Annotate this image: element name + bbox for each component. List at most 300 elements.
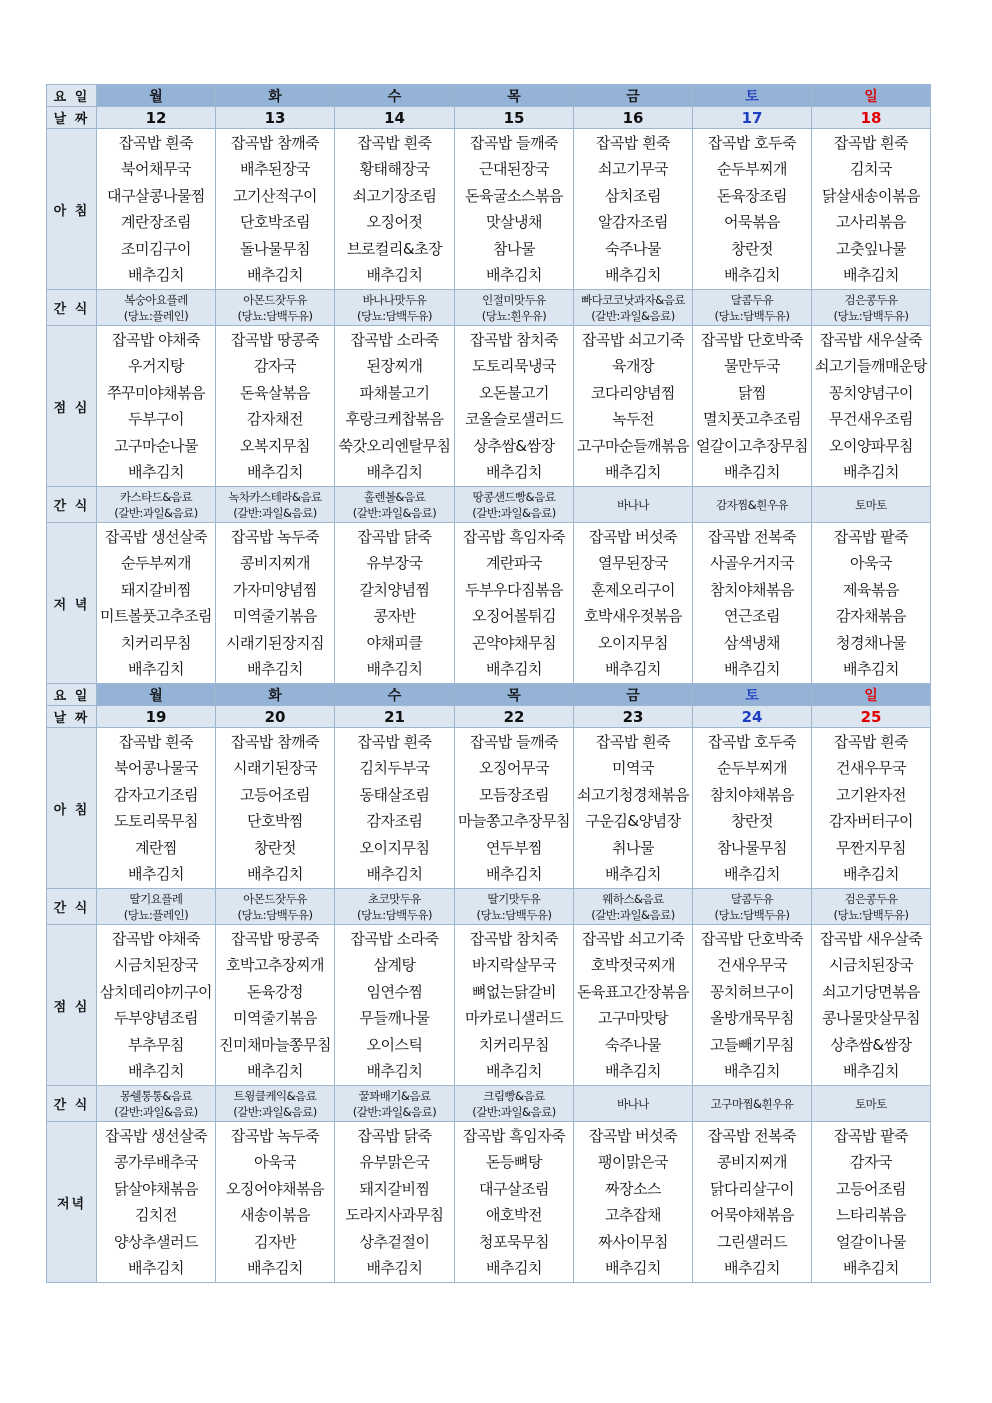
breakfast-cell-thu	[455, 129, 574, 290]
menu-item: 인절미맛두유	[482, 292, 546, 307]
dinner-cell-sat	[693, 523, 812, 684]
menu-item: 감자조림	[366, 812, 423, 830]
menu-item: 초코맛두유	[367, 891, 422, 906]
menu-item: 두부구이	[128, 410, 184, 428]
menu-item: 잡곡밥 녹두죽	[230, 527, 320, 546]
menu-item: 감자채전	[247, 410, 303, 428]
menu-item: 고구마맛탕	[598, 1009, 668, 1027]
snack-am-cell-tue	[216, 889, 335, 925]
dinner-cell-fri	[574, 1122, 693, 1283]
menu-item: 동태살조림	[359, 785, 430, 804]
menu-item: 단호박찜	[247, 812, 303, 830]
day-header-wed: 수	[335, 85, 455, 107]
menu-item: 북어채무국	[121, 160, 191, 178]
breakfast-cell-sat	[693, 129, 812, 290]
menu-item: 김치두부국	[359, 759, 430, 777]
menu-item: 치커리무침	[479, 1035, 549, 1054]
snack-am-cell-mon	[97, 889, 216, 925]
menu-item: (갈반:과일&음료)	[233, 1104, 317, 1119]
menu-item: 돌나물무침	[240, 239, 310, 258]
menu-item: 구운김&양념장	[585, 812, 681, 830]
menu-item: 검은콩두유	[844, 292, 898, 307]
menu-item: 잡곡밥 버섯죽	[588, 527, 678, 546]
menu-item: 미트볼풋고추조림	[100, 607, 212, 625]
menu-item: 고등어조림	[836, 1179, 906, 1198]
menu-item: 시래기된장지짐	[226, 633, 324, 652]
menu-item: 도라지사과무침	[345, 1206, 444, 1224]
menu-item: 창란젓	[731, 812, 773, 830]
menu-item: 두부양념조림	[114, 1009, 198, 1027]
menu-item: 잡곡밥 참치죽	[469, 929, 559, 948]
menu-item: 땅콩샌드빵&음료	[472, 489, 556, 504]
lunch-cell-tue	[216, 326, 335, 487]
menu-item: 멸치풋고추조림	[703, 410, 801, 428]
dinner-label: 저녁	[47, 1122, 97, 1283]
breakfast-cell-wed	[335, 129, 455, 290]
menu-item: 코올슬로샐러드	[465, 410, 563, 428]
menu-item: 팽이맑은국	[598, 1153, 668, 1171]
menu-item: 잡곡밥 호두죽	[707, 133, 797, 152]
menu-item: 딸기맛두유	[487, 891, 541, 906]
menu-item: 알감자조림	[598, 213, 668, 231]
menu-item: 배추김치	[128, 1259, 184, 1277]
menu-item: 감자찜&흰우유	[715, 497, 789, 512]
menu-item: 삼치조림	[605, 186, 661, 205]
menu-item: 갈치양념찜	[359, 580, 430, 599]
menu-item: 잡곡밥 팥죽	[833, 1126, 909, 1145]
menu-item: 콩자반	[373, 607, 416, 625]
menu-item: 계란찜	[135, 838, 177, 857]
menu-item: 잡곡밥 쇠고기죽	[581, 330, 685, 349]
menu-item: 배추김치	[843, 1062, 899, 1080]
menu-item: 잡곡밥 녹두죽	[230, 1126, 320, 1145]
menu-item: 순두부찌개	[717, 759, 787, 777]
day-header-fri: 금	[574, 85, 693, 107]
menu-item: 취나물	[612, 838, 654, 857]
menu-item: 배추김치	[366, 266, 423, 284]
breakfast-cell-tue	[216, 129, 335, 290]
menu-item: 쇠고기들깨매운탕	[815, 357, 927, 375]
menu-item: (당뇨:흰우유)	[481, 308, 547, 323]
menu-item: 잡곡밥 흑임자죽	[462, 1126, 566, 1145]
menu-item: (갈반:과일&음료)	[352, 1104, 437, 1119]
snack-pm-label: 간 식	[47, 1086, 97, 1122]
menu-item: 뼈없는닭갈비	[472, 982, 556, 1001]
menu-item: 바나나	[617, 497, 649, 512]
menu-item: 계란장조림	[121, 213, 191, 231]
menu-item: 트윙클케익&음료	[233, 1088, 317, 1103]
menu-item: 창란젓	[731, 239, 773, 258]
menu-item: 얼갈이나물	[836, 1232, 906, 1251]
menu-item: 쇠고기장조림	[352, 186, 437, 205]
day-header-tue: 화	[216, 684, 335, 706]
menu-item: 창란젓	[254, 838, 296, 857]
lunch-cell-thu	[455, 326, 574, 487]
snack-am-cell-wed	[335, 889, 455, 925]
menu-item: 삼색냉채	[724, 633, 780, 652]
snack-pm-cell-mon	[97, 487, 216, 523]
menu-item: 콩비지찌개	[240, 554, 310, 572]
menu-item: 숙주나물	[605, 1035, 661, 1054]
menu-item: 고구마순나물	[114, 436, 198, 455]
menu-item: 오징어무국	[479, 759, 549, 777]
breakfast-row	[47, 129, 931, 290]
menu-item: (당뇨:담백두유)	[833, 308, 909, 323]
menu-item: 잡곡밥 흰죽	[118, 732, 194, 751]
menu-item: 후랑크케찹볶음	[345, 410, 444, 428]
menu-item: 잡곡밥 땅콩죽	[230, 929, 320, 948]
menu-item: 어묵볶음	[724, 213, 780, 231]
menu-item: 코다리양념찜	[591, 383, 675, 402]
menu-item: (당뇨:담백두유)	[237, 308, 313, 323]
menu-item: 잡곡밥 들깨죽	[469, 732, 559, 751]
menu-item: 복숭아요플레	[124, 292, 188, 307]
menu-item: 고구마찜&흰우유	[710, 1096, 794, 1111]
menu-item: 단호박조림	[240, 213, 310, 231]
menu-item: 미역줄기볶음	[233, 607, 317, 625]
menu-item: 연두부찜	[486, 838, 542, 857]
menu-item: 상추쌈&쌈장	[830, 1035, 912, 1054]
snack-am-row	[47, 889, 931, 925]
snack-pm-cell-wed	[335, 487, 455, 523]
menu-item: 꿀꽈배기&음료	[358, 1088, 431, 1103]
menu-item: 근대된장국	[479, 160, 549, 178]
lunch-row	[47, 326, 931, 487]
menu-item: 잡곡밥 흰죽	[595, 732, 671, 751]
menu-item: 열무된장국	[598, 554, 668, 572]
date-cell: 23	[574, 706, 693, 728]
day-header-fri: 금	[574, 684, 693, 706]
menu-item: 북어콩나물국	[114, 759, 198, 777]
menu-item: 검은콩두유	[844, 891, 898, 906]
menu-item: 미역줄기볶음	[233, 1009, 317, 1027]
day-header-thu: 목	[455, 85, 574, 107]
menu-item: 배추김치	[605, 463, 661, 481]
dinner-cell-wed	[335, 523, 455, 684]
menu-item: 김자반	[254, 1232, 296, 1251]
menu-item: 어묵야채볶음	[710, 1206, 794, 1224]
dinner-cell-wed	[335, 1122, 455, 1283]
menu-item: 배추김치	[605, 1062, 661, 1080]
menu-item: 진미채마늘쫑무침	[219, 1035, 331, 1054]
menu-item: 고구마순들깨볶음	[577, 436, 689, 455]
menu-item: 잡곡밥 버섯죽	[588, 1126, 678, 1145]
menu-item: 홀렌볼&음료	[363, 489, 426, 504]
menu-item: 잡곡밥 전복죽	[707, 1126, 797, 1145]
menu-item: 콩비지찌개	[717, 1153, 787, 1171]
menu-item: 시래기된장국	[233, 759, 317, 777]
menu-item: 잡곡밥 참깨죽	[230, 133, 320, 152]
snack-pm-cell-sun	[812, 1086, 931, 1122]
menu-item: 도토리묵냉국	[472, 357, 556, 375]
menu-item: 유부맑은국	[359, 1153, 430, 1171]
menu-item: 배추김치	[247, 463, 303, 481]
menu-item: 배추김치	[486, 1062, 542, 1080]
menu-item: 콩나물맛살무침	[822, 1009, 920, 1027]
menu-item: 치커리무침	[121, 633, 191, 652]
menu-item: 배추김치	[366, 1062, 423, 1080]
menu-item: 감자버터구이	[829, 812, 913, 830]
menu-item: 오돈불고기	[479, 383, 549, 402]
menu-item: 콩가루배추국	[114, 1153, 198, 1171]
menu-item: 순두부찌개	[717, 160, 787, 178]
menu-item: (당뇨:담백두유)	[237, 907, 313, 922]
menu-item: 잡곡밥 야채죽	[111, 929, 201, 948]
menu-item: 짜장소스	[605, 1179, 661, 1198]
snack-am-cell-sat	[693, 889, 812, 925]
menu-item: (갈반:과일&음료)	[591, 308, 675, 323]
menu-item: (당뇨:플레인)	[123, 907, 189, 922]
date-cell: 21	[335, 706, 455, 728]
menu-item: 돈육표고간장볶음	[577, 982, 689, 1001]
lunch-cell-wed	[335, 326, 455, 487]
snack-pm-label: 간 식	[47, 487, 97, 523]
menu-item: 무짠지무침	[836, 838, 906, 857]
snack-am-cell-sun	[812, 290, 931, 326]
snack-am-cell-wed	[335, 290, 455, 326]
menu-item: 잡곡밥 흑임자죽	[462, 527, 566, 546]
menu-item: 훈제오리구이	[591, 580, 675, 599]
menu-item: 오징어야채볶음	[226, 1179, 324, 1198]
date-cell: 14	[335, 107, 455, 129]
day-header-sun: 일	[812, 684, 931, 706]
menu-item: (당뇨:담백두유)	[714, 308, 790, 323]
menu-item: 잡곡밥 흰죽	[357, 133, 432, 152]
date-cell: 16	[574, 107, 693, 129]
dinner-cell-fri	[574, 523, 693, 684]
menu-item: 잡곡밥 소라죽	[350, 929, 439, 948]
menu-item: 돈육살볶음	[240, 383, 310, 402]
menu-item: 배추김치	[128, 1062, 184, 1080]
dinner-cell-thu	[455, 1122, 574, 1283]
snack-pm-cell-tue	[216, 487, 335, 523]
menu-item: 배추김치	[724, 865, 780, 883]
menu-item: 올방개묵무침	[710, 1009, 794, 1027]
menu-item: 배추김치	[247, 1259, 303, 1277]
menu-item: 감자고기조림	[114, 785, 198, 804]
snack-pm-cell-wed	[335, 1086, 455, 1122]
menu-item: (당뇨:담백두유)	[714, 907, 790, 922]
menu-item: 잡곡밥 생선살죽	[104, 1126, 208, 1145]
menu-item: (갈반:과일&음료)	[352, 505, 437, 520]
menu-item: 감자국	[850, 1153, 892, 1171]
menu-item: 녹차카스테라&음료	[228, 489, 322, 504]
menu-item: 건새우무국	[717, 956, 787, 974]
snack-am-cell-tue	[216, 290, 335, 326]
menu-item: 돼지갈비찜	[121, 580, 191, 599]
menu-item: 무들깨나물	[359, 1009, 430, 1027]
menu-item: 돈육장조림	[717, 186, 787, 205]
snack-am-cell-sat	[693, 290, 812, 326]
lunch-cell-sat	[693, 326, 812, 487]
day-header-wed: 수	[335, 684, 455, 706]
date-cell: 22	[455, 706, 574, 728]
menu-item: 배추김치	[247, 1062, 303, 1080]
menu-item: 배추김치	[128, 463, 184, 481]
menu-item: 오이양파무침	[829, 436, 913, 455]
menu-item: 삼계탕	[373, 956, 416, 974]
menu-item: 바나나	[617, 1096, 649, 1111]
menu-item: 호박새우젓볶음	[584, 607, 682, 625]
menu-item: 고춧잎나물	[836, 239, 906, 258]
menu-item: 배추김치	[843, 463, 899, 481]
menu-item: 아몬드잣두유	[243, 292, 307, 307]
lunch-row	[47, 925, 931, 1086]
menu-item: 육개장	[612, 357, 654, 375]
breakfast-cell-mon	[97, 728, 216, 889]
menu-item: 토마토	[855, 497, 887, 512]
menu-item: 황태해장국	[359, 160, 430, 178]
menu-item: 배추김치	[605, 266, 661, 284]
lunch-cell-fri	[574, 326, 693, 487]
menu-item: 도토리묵무침	[114, 812, 198, 830]
menu-item: 시금치된장국	[114, 956, 198, 974]
menu-item: 크림빵&음료	[483, 1088, 545, 1103]
menu-item: 몽쉘통통&음료	[119, 1088, 193, 1103]
menu-item: 배추김치	[366, 660, 423, 678]
date-cell: 25	[812, 706, 931, 728]
menu-item: 배추김치	[486, 660, 542, 678]
menu-item: 배추된장국	[240, 160, 310, 178]
date-cell: 20	[216, 706, 335, 728]
menu-item: 배추김치	[843, 266, 899, 284]
menu-item: 느타리볶음	[836, 1206, 906, 1224]
menu-item: 배추김치	[128, 865, 184, 883]
menu-item: 쇠고기당면볶음	[822, 982, 920, 1001]
snack-pm-cell-sat	[693, 1086, 812, 1122]
menu-item: 상추겉절이	[359, 1232, 430, 1251]
day-header-tue: 화	[216, 85, 335, 107]
menu-item: 오이스틱	[366, 1035, 423, 1054]
date-label: 날 짜	[47, 107, 97, 129]
menu-item: 오복지무침	[240, 436, 310, 455]
snack-am-cell-thu	[455, 290, 574, 326]
menu-item: 쑥갓오리엔탈무침	[338, 436, 451, 455]
menu-item: 잡곡밥 들깨죽	[469, 133, 559, 152]
dinner-cell-thu	[455, 523, 574, 684]
menu-item: 잡곡밥 팥죽	[833, 527, 909, 546]
snack-pm-cell-mon	[97, 1086, 216, 1122]
breakfast-cell-tue	[216, 728, 335, 889]
menu-item: 돼지갈비찜	[359, 1179, 430, 1198]
menu-item: (갈반:과일&음료)	[591, 907, 675, 922]
menu-item: 오이지무침	[598, 633, 668, 652]
menu-item: 참치야채볶음	[710, 785, 794, 804]
snack-am-cell-sun	[812, 889, 931, 925]
menu-item: 아몬드잣두유	[243, 891, 307, 906]
date-cell: 18	[812, 107, 931, 129]
snack-am-cell-fri	[574, 290, 693, 326]
lunch-cell-mon	[97, 326, 216, 487]
menu-item: 토마토	[855, 1096, 887, 1111]
menu-item: 마늘쫑고추장무침	[458, 812, 570, 830]
menu-item: 고기완자전	[836, 785, 906, 804]
snack-pm-cell-thu	[455, 487, 574, 523]
menu-item: 꽁치양념구이	[829, 383, 913, 402]
menu-item: 브로컬리&초장	[346, 239, 443, 258]
menu-item: 아욱국	[850, 554, 892, 572]
day-header-sat: 토	[693, 684, 812, 706]
menu-item: 잡곡밥 참깨죽	[230, 732, 320, 751]
dinner-cell-mon	[97, 1122, 216, 1283]
menu-item: (당뇨:담백두유)	[476, 907, 552, 922]
menu-item: (당뇨:담백두유)	[356, 308, 432, 323]
menu-item: 배추김치	[486, 463, 542, 481]
menu-item: 대구살콩나물찜	[107, 186, 205, 205]
lunch-cell-sat	[693, 925, 812, 1086]
breakfast-cell-thu	[455, 728, 574, 889]
menu-item: 청경채나물	[836, 633, 906, 652]
menu-item: 건새우무국	[836, 759, 906, 777]
menu-item: 유부장국	[366, 554, 423, 572]
snack-am-cell-mon	[97, 290, 216, 326]
snack-am-label: 간 식	[47, 889, 97, 925]
date-cell: 17	[693, 107, 812, 129]
menu-item: 꽁치허브구이	[710, 982, 794, 1001]
menu-item: (당뇨:담백두유)	[833, 907, 909, 922]
menu-item: 애호박전	[486, 1206, 542, 1224]
menu-item: 배추김치	[605, 865, 661, 883]
breakfast-cell-fri	[574, 728, 693, 889]
breakfast-label: 아 침	[47, 129, 97, 290]
menu-item: 잡곡밥 단호박죽	[700, 330, 804, 349]
day-label: 요 일	[47, 85, 97, 107]
menu-item: 배추김치	[128, 660, 184, 678]
menu-item: 달콤두유	[730, 292, 774, 307]
menu-item: (갈반:과일&음료)	[114, 505, 198, 520]
menu-item: 배추김치	[724, 1259, 780, 1277]
menu-item: (당뇨:플레인)	[123, 308, 189, 323]
menu-item: 잡곡밥 닭죽	[357, 1126, 432, 1145]
menu-item: 배추김치	[724, 266, 780, 284]
menu-item: 곤약야채무침	[472, 633, 556, 652]
menu-item: 배추김치	[605, 660, 661, 678]
menu-item: 맛살냉채	[486, 213, 542, 231]
menu-item: 잡곡밥 호두죽	[707, 732, 797, 751]
menu-item: 가자미양념찜	[233, 580, 317, 599]
menu-item: 짜사이무침	[598, 1232, 668, 1251]
menu-item: 잡곡밥 땅콩죽	[230, 330, 320, 349]
menu-item: 배추김치	[247, 266, 303, 284]
day-of-week-row	[47, 85, 931, 107]
menu-item: 딸기요플레	[129, 891, 183, 906]
menu-item: 그린샐러드	[717, 1232, 787, 1251]
menu-item: 양상추샐러드	[114, 1232, 198, 1251]
menu-item: 배추김치	[486, 1259, 542, 1277]
day-header-thu: 목	[455, 684, 574, 706]
menu-item: 오징어젓	[366, 213, 423, 231]
weekly-meal-table	[46, 84, 931, 1283]
menu-item: (갈반:과일&음료)	[472, 1104, 556, 1119]
date-cell: 15	[455, 107, 574, 129]
snack-pm-cell-sun	[812, 487, 931, 523]
menu-item: 잡곡밥 흰죽	[357, 732, 432, 751]
menu-item: 얼갈이고추장무침	[696, 436, 808, 455]
dinner-cell-tue	[216, 1122, 335, 1283]
menu-item: 고추잡채	[605, 1206, 661, 1224]
menu-item: 배추김치	[486, 865, 542, 883]
menu-item: 닭찜	[738, 383, 766, 402]
date-label: 날 짜	[47, 706, 97, 728]
snack-pm-cell-tue	[216, 1086, 335, 1122]
menu-item: 모듬장조림	[479, 785, 549, 804]
menu-item: 참치야채볶음	[710, 580, 794, 599]
menu-item: 배추김치	[247, 865, 303, 883]
menu-item: 돈육굴소스볶음	[465, 186, 563, 205]
breakfast-cell-fri	[574, 129, 693, 290]
menu-item: 감자국	[254, 357, 296, 375]
breakfast-row	[47, 728, 931, 889]
